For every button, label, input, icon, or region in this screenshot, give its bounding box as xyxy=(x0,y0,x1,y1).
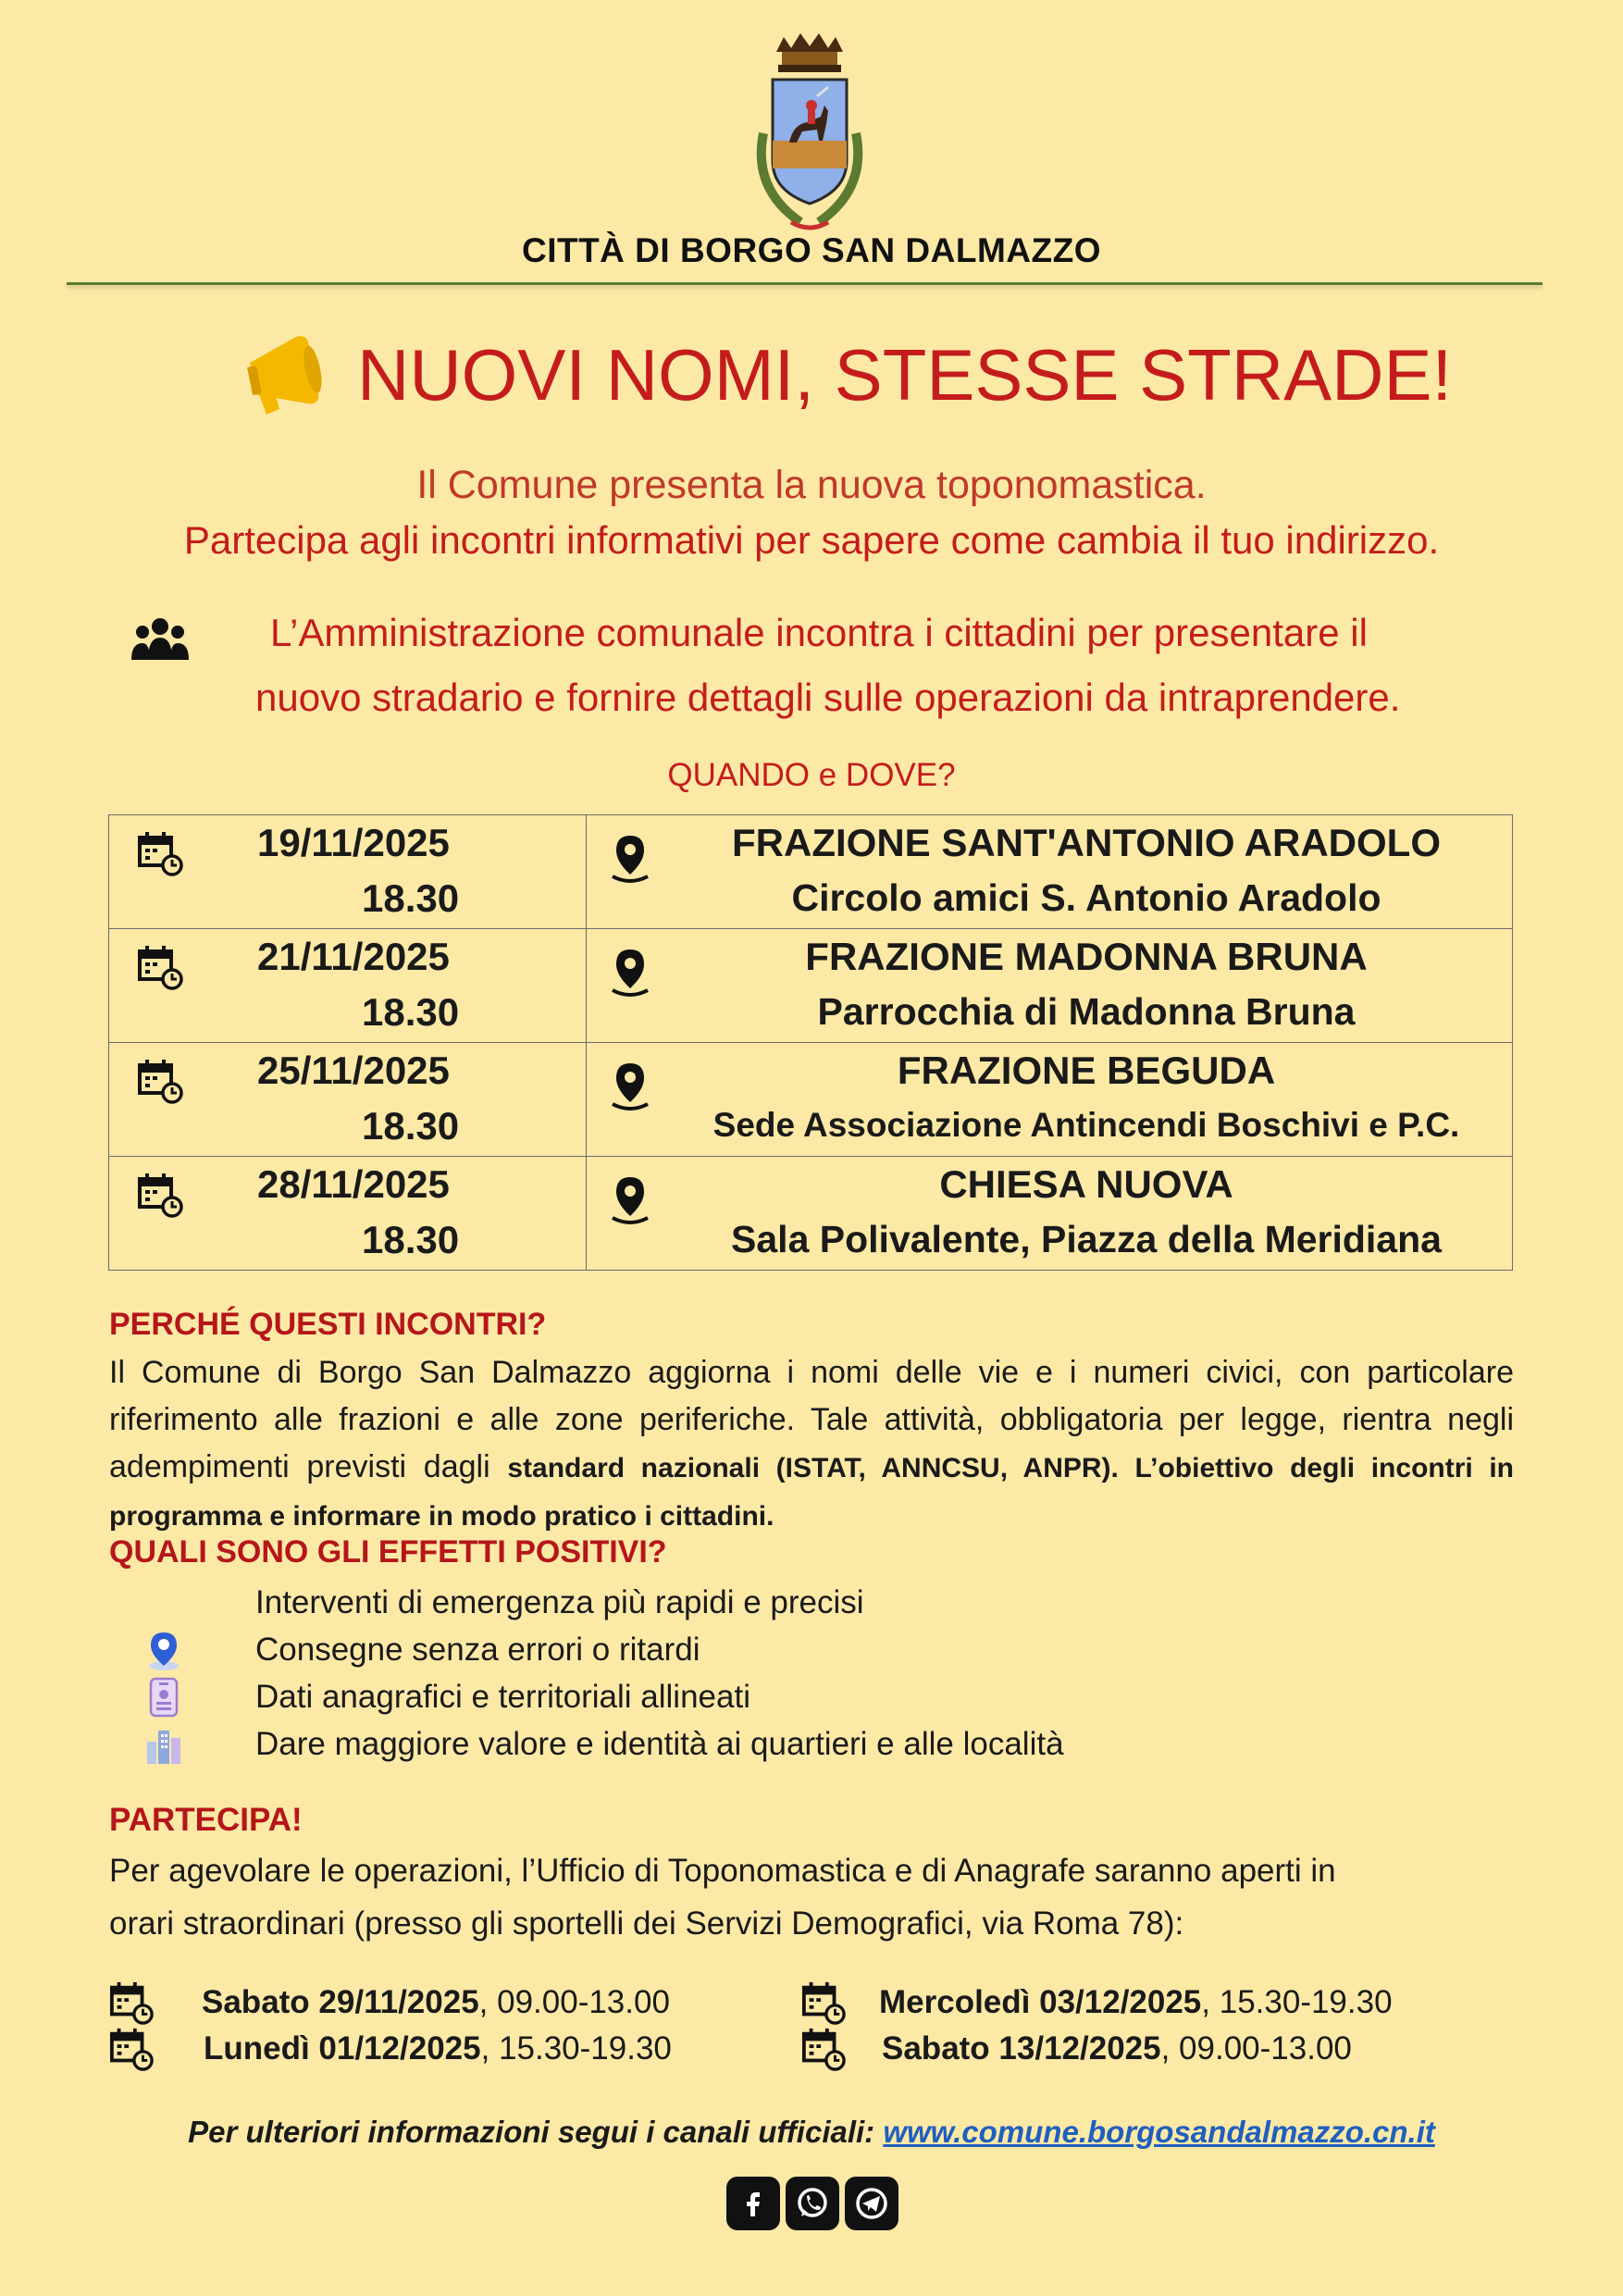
event-date-cell xyxy=(109,1157,587,1271)
people-group-icon xyxy=(130,615,191,662)
schedule-day: Lunedì 01/12/2025 xyxy=(204,2030,481,2066)
event-date: 19/11/2025 xyxy=(257,821,450,864)
city-crest-logo xyxy=(736,31,884,246)
event-time: 18.30 xyxy=(362,990,460,1034)
page-title: NUOVI NOMI, STESSE STRADE! xyxy=(357,334,1453,416)
calendar-clock-icon xyxy=(137,944,183,990)
schedule-day: Mercoledì 03/12/2025 xyxy=(879,1984,1202,2020)
event-time: 18.30 xyxy=(362,1104,460,1148)
event-date: 21/11/2025 xyxy=(257,935,450,978)
intro-line-2: Partecipa agli incontri informativi per sapere come cambia il tuo indirizzo. xyxy=(183,518,1440,562)
schedule-day: Sabato 29/11/2025 xyxy=(202,1984,479,2020)
city-name: CITTÀ DI BORGO SAN DALMAZZO xyxy=(521,231,1101,269)
event-date-cell xyxy=(109,929,587,1043)
calendar-clock-icon xyxy=(137,1058,183,1104)
event-place-cell xyxy=(587,1157,1513,1271)
whatsapp-icon[interactable] xyxy=(786,2177,839,2230)
id-card-icon xyxy=(143,1677,184,1718)
social-links xyxy=(726,2177,898,2232)
admin-text-line-2: nuovo stradario e fornire dettagli sulle operazioni da intraprendere. xyxy=(255,676,1401,719)
table-row xyxy=(109,1043,1513,1157)
event-place: FRAZIONE BEGUDA xyxy=(897,1049,1276,1092)
location-pin-icon xyxy=(607,1060,653,1111)
schedule-entry xyxy=(879,1984,1393,2021)
event-time: 18.30 xyxy=(362,876,460,920)
event-place: CHIESA NUOVA xyxy=(939,1162,1233,1206)
schedule-day: Sabato 13/12/2025 xyxy=(882,2030,1161,2066)
event-date-cell xyxy=(109,815,587,929)
join-text-line-1: Per agevolare le operazioni, l’Ufficio di Toponomastica e di Anagrafe saranno aperti in xyxy=(109,1853,1336,1889)
event-place: FRAZIONE SANT'ANTONIO ARADOLO xyxy=(732,821,1441,864)
effect-item: Dare maggiore valore e identità ai quartieri e alle località xyxy=(255,1726,1064,1762)
calendar-clock-icon xyxy=(137,1172,183,1218)
why-text-bold: standard nazionali (ISTAT, ANNCSU, ANPR). L’obiettivo degli incontri in programma e informare in modo pratico i cittadini. xyxy=(109,1453,1514,1532)
event-place-cell xyxy=(587,815,1513,929)
admin-text-line-1: L’Amministrazione comunale incontra i cittadini per presentare il xyxy=(270,611,1368,654)
location-pin-icon xyxy=(607,946,653,998)
schedule-hours: , 15.30-19.30 xyxy=(480,2030,672,2066)
calendar-clock-icon xyxy=(137,830,183,876)
event-venue: Sala Polivalente, Piazza della Meridiana xyxy=(731,1218,1442,1260)
event-date: 28/11/2025 xyxy=(257,1162,450,1206)
footer-info xyxy=(0,2115,1623,2150)
event-venue: Parrocchia di Madonna Bruna xyxy=(817,990,1356,1033)
calendar-clock-icon xyxy=(109,2027,154,2071)
facebook-icon[interactable] xyxy=(726,2177,780,2230)
effect-item: Interventi di emergenza più rapidi e precisi xyxy=(255,1584,864,1620)
event-date-cell xyxy=(109,1043,587,1157)
events-table xyxy=(108,814,1513,1271)
why-heading: PERCHÉ QUESTI INCONTRI? xyxy=(109,1307,547,1342)
why-paragraph xyxy=(109,1349,1514,1540)
megaphone-icon xyxy=(231,326,333,418)
calendar-clock-icon xyxy=(109,1980,154,2025)
table-row xyxy=(109,815,1513,929)
telegram-icon[interactable] xyxy=(845,2177,898,2230)
location-pin-icon xyxy=(607,1173,653,1225)
event-date: 25/11/2025 xyxy=(257,1049,450,1092)
effect-item: Dati anagrafici e territoriali allineati xyxy=(255,1679,750,1715)
event-place: FRAZIONE MADONNA BRUNA xyxy=(805,935,1368,978)
join-text-line-2: orari straordinari (presso gli sportelli dei Servizi Demografici, via Roma 78): xyxy=(109,1905,1184,1942)
delivery-pin-icon xyxy=(143,1631,184,1671)
schedule-hours: , 15.30-19.30 xyxy=(1201,1984,1393,2020)
schedule-hours: , 09.00-13.00 xyxy=(1160,2030,1352,2066)
event-place-cell xyxy=(587,929,1513,1043)
footer-label: Per ulteriori informazioni segui i canali ufficiali: xyxy=(188,2115,884,2149)
event-time: 18.30 xyxy=(362,1218,460,1261)
website-link[interactable]: www.comune.borgosandalmazzo.cn.it xyxy=(883,2115,1435,2149)
effect-item: Consegne senza errori o ritardi xyxy=(255,1632,700,1668)
effects-heading: QUALI SONO GLI EFFETTI POSITIVI? xyxy=(109,1534,667,1570)
schedule-entry xyxy=(202,1984,670,2021)
intro-line-1: Il Comune presenta la nuova toponomastica. xyxy=(416,463,1207,507)
why-text-plain: Il Comune di Borgo San Dalmazzo aggiorna i nomi delle vie e i numeri civici, con particolare riferimento alle frazioni e alle zone periferiche. Tale attività, obbligatoria per legge, rientra negli adempimenti previsti dagli xyxy=(109,1355,1514,1484)
schedule-hours: , 09.00-13.00 xyxy=(478,1984,670,2020)
schedule-entry xyxy=(204,2030,672,2067)
calendar-clock-icon xyxy=(801,2027,846,2071)
event-venue: Circolo amici S. Antonio Aradolo xyxy=(791,876,1381,919)
event-venue: Sede Associazione Antincendi Boschivi e P.C. xyxy=(712,1106,1460,1144)
join-heading: PARTECIPA! xyxy=(109,1802,303,1838)
header-divider xyxy=(67,282,1542,285)
schedule-entry xyxy=(882,2030,1352,2067)
table-row xyxy=(109,929,1513,1043)
event-place-cell xyxy=(587,1043,1513,1157)
location-pin-icon xyxy=(607,832,653,884)
when-where-heading: QUANDO e DOVE? xyxy=(667,757,956,793)
calendar-clock-icon xyxy=(801,1980,846,2025)
table-row xyxy=(109,1157,1513,1271)
city-buildings-icon xyxy=(143,1725,184,1766)
